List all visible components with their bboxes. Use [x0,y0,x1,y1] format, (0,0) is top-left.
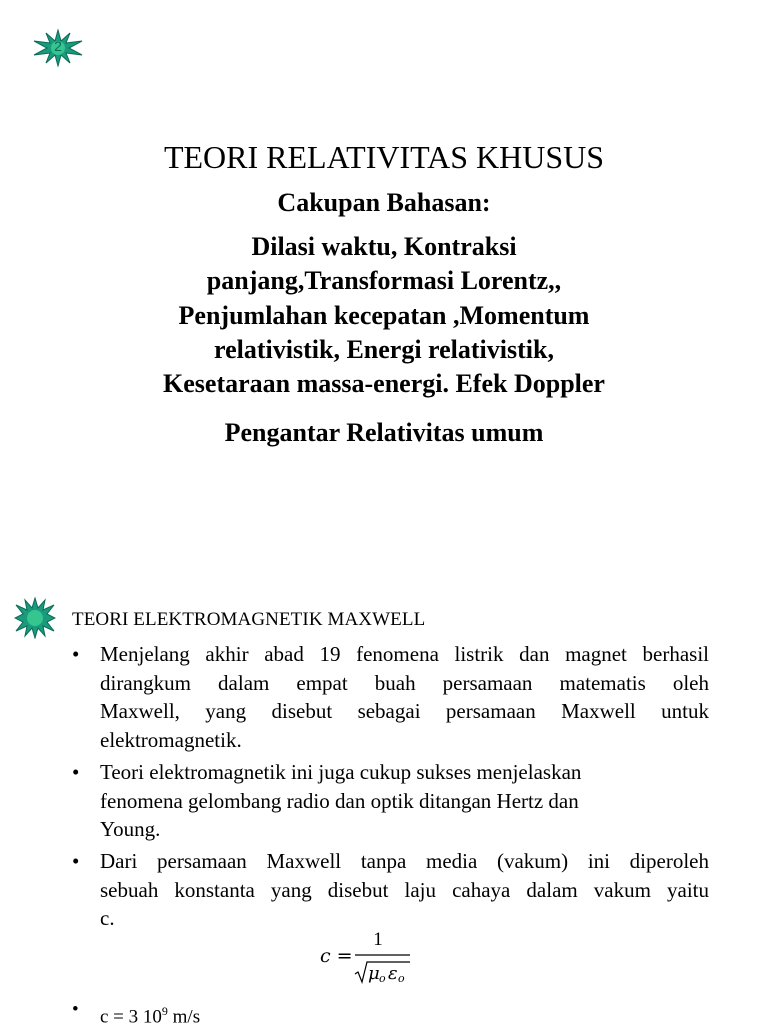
formula-numerator: 1 [373,929,383,950]
bullet-marker: • [72,642,80,666]
bullet-paragraph [100,758,640,844]
bullet-paragraph [100,847,709,933]
topic-last: Pengantar Relativitas umum [224,418,544,447]
speed-exponent: 9 [161,1004,168,1018]
mu-subscript: o [379,972,386,985]
paragraph-line: elektromagnetik. [100,727,242,752]
speed-value [100,999,200,1029]
speed-of-light-formula [318,926,414,988]
speed-suffix: m/s [167,1006,201,1028]
bullet-paragraph [100,640,709,754]
paragraph-line: Menjelang akhir abad 19 fenomena listrik dan magnet berhasil [100,642,709,666]
page-number-badge [30,29,86,67]
topic-line: Kesetaraan massa-energi. Efek Doppler [163,369,605,399]
bullet-marker: • [72,849,80,873]
paragraph-line: Teori elektromagnetik ini juga cukup sukses menjelaskan [100,760,582,784]
bullet-marker: • [72,999,79,1020]
bullet-marker: • [72,760,80,784]
page-number: 2 [54,38,62,54]
epsilon-symbol: ε [388,963,398,984]
topic-line: Dilasi waktu, Kontraksi [251,232,517,261]
formula-lhs: c = [320,945,353,967]
topics-list [0,230,768,401]
slide-title: TEORI RELATIVITAS KHUSUS [163,139,605,175]
paragraph-line: Maxwell, yang disebut sebagai persamaan Maxwell untuk [100,699,709,723]
topic-line: Penjumlahan kecepatan ,Momentum [178,300,590,330]
epsilon-subscript: o [398,972,405,985]
paragraph-line: Dari persamaan Maxwell tanpa media (vakum) ini diperoleh [100,849,709,873]
paragraph-line: sebuah konstanta yang disebut laju cahaya dalam vakum yaitu [100,877,709,902]
paragraph-line: c. [100,906,115,930]
slide-subtitle: Cakupan Bahasan: [277,188,491,217]
paragraph-line: dirangkum dalam empat buah persamaan matematis oleh [100,670,709,695]
mu-symbol: μ [368,963,380,984]
section-title: TEORI ELEKTROMAGNETIK MAXWELL [72,609,426,630]
paragraph-line: fenomena gelombang radio dan optik ditangan Hertz dan [100,788,579,813]
star-icon [14,597,56,639]
topic-line: panjang,Transformasi Lorentz,, [206,266,562,296]
topic-line: relativistik, Energi relativistik, [214,334,554,364]
paragraph-line: Young. [100,817,161,841]
speed-prefix: c = 3 10 [100,1006,162,1028]
